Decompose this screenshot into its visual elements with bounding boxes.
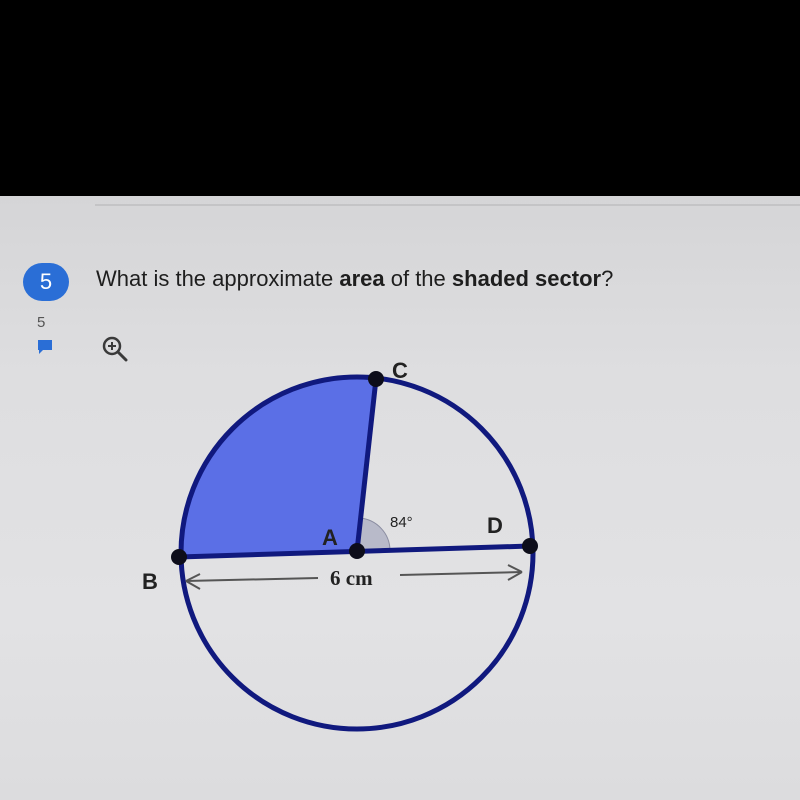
question-number-badge[interactable]: 5 bbox=[23, 263, 69, 301]
point-c bbox=[368, 371, 384, 387]
angle-label: 84° bbox=[390, 514, 413, 531]
point-a bbox=[349, 543, 365, 559]
point-b bbox=[171, 549, 187, 565]
shaded-sector bbox=[179, 378, 376, 557]
question-text-part: What is the approximate bbox=[96, 266, 340, 291]
diameter-label: 6 cm bbox=[330, 566, 373, 590]
label-d: D bbox=[487, 513, 503, 538]
points-value: 5 bbox=[37, 314, 46, 331]
question-text-part: ? bbox=[601, 266, 614, 291]
label-c: C bbox=[392, 358, 408, 383]
dimension-line-right bbox=[400, 572, 522, 575]
label-a: A bbox=[322, 525, 338, 550]
point-d bbox=[522, 538, 538, 554]
question-emphasis-shaded-sector: shaded sector bbox=[451, 266, 602, 291]
question-emphasis-area: area bbox=[339, 266, 385, 291]
dimension-line-left bbox=[186, 578, 318, 581]
label-b: B bbox=[142, 569, 158, 594]
question-text-part: of the bbox=[384, 266, 452, 291]
